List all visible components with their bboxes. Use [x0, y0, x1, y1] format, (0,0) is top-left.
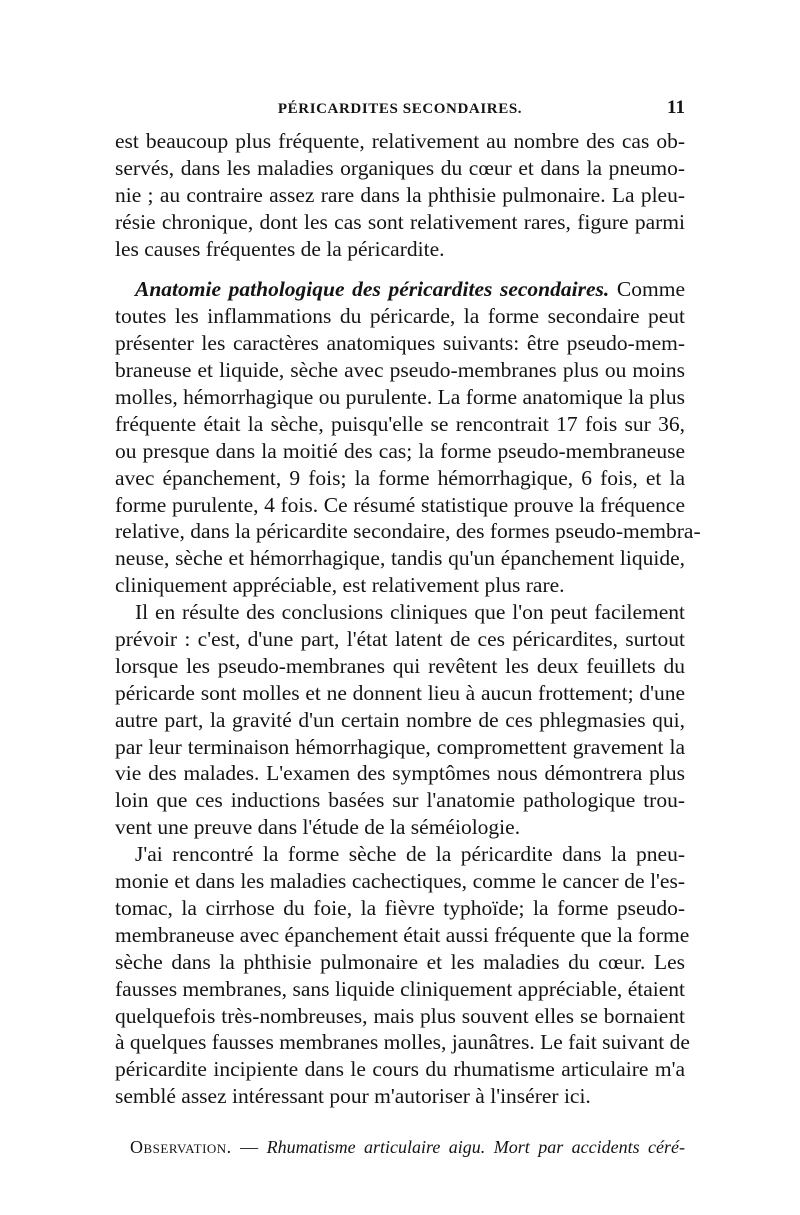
section-heading: Anatomie pathologique des péricardites secondaires. [135, 277, 610, 302]
text-line: fausses membranes, sans liquide cliniquement appréciable, étaient [115, 976, 685, 1001]
paragraph-4 [115, 841, 690, 1110]
observation-dash: — [240, 1137, 259, 1157]
text-line: forme purulente, 4 fois. Ce résumé statistique prouve la fréquence [115, 492, 685, 517]
text-line: présenter les caractères anatomiques suivants: être pseudo-mem- [115, 331, 685, 356]
text-line: résie chronique, dont les cas sont relativement rares, figure parmi [115, 209, 685, 234]
paragraph-1 [115, 128, 685, 262]
text-line: ou presque dans la moitié des cas; la forme pseudo-membraneuse [115, 438, 685, 463]
text-line: membraneuse avec épanchement était aussi fréquente que la forme [115, 922, 690, 947]
text-line: vent une preuve dans l'étude de la séméiologie. [115, 815, 521, 840]
text-line: braneuse et liquide, sèche avec pseudo-membranes plus ou moins [115, 358, 685, 383]
text-line: toutes les inflammations du péricarde, la forme secondaire peut [115, 304, 685, 329]
text-line: quelquefois très-nombreuses, mais plus souvent elles se bornaient [115, 1003, 685, 1028]
paragraph-2 [115, 276, 701, 599]
paragraph-3 [115, 599, 685, 841]
text-line: est beaucoup plus fréquente, relativement au nombre des cas ob- [115, 129, 685, 153]
text-line: les causes fréquentes de la péricardite. [115, 236, 445, 261]
text-line: autre part, la gravité d'un certain nombre de ces phlegmasies qui, [115, 707, 685, 732]
running-title: PÉRICARDITES SECONDAIRES. [277, 101, 523, 117]
observation-subtitle: Mort par accidents céré- [493, 1137, 686, 1157]
text-line: sèche dans la phthisie pulmonaire et les maladies du cœur. Les [115, 949, 685, 974]
text-line: vie des malades. L'examen des symptômes nous démontrera plus [115, 761, 685, 786]
observation-title: Rhumatisme articulaire aigu. [266, 1137, 486, 1157]
body-text [115, 128, 701, 1110]
heading-line-rest: Comme [616, 277, 686, 302]
text-line: molles, hémorrhagique ou purulente. La forme anatomique la plus [115, 385, 685, 410]
text-line: Il en résulte des conclusions cliniques que l'on peut facilement [135, 600, 685, 625]
text-line: prévoir : c'est, d'une part, l'état latent de ces péricardites, surtout [115, 627, 685, 652]
text-line: monie et dans les maladies cachectiques, comme le cancer de l'es- [115, 869, 685, 894]
text-line [115, 276, 685, 303]
text-line: lorsque les pseudo-membranes qui revêtent les deux feuillets du [115, 653, 685, 678]
text-line: servés, dans les maladies organiques du cœur et dans la pneumo- [115, 155, 685, 180]
text-line: cliniquement appréciable, est relativement plus rare. [115, 573, 565, 598]
text-line: J'ai rencontré la forme sèche de la péricardite dans la pneu- [135, 842, 685, 867]
text-line: semblé assez intéressant pour m'autoriser à l'insérer ici. [115, 1084, 591, 1109]
text-line: péricarde sont molles et ne donnent lieu à aucun frottement; d'une [115, 680, 685, 705]
text-line: avec épanchement, 9 fois; la forme hémorrhagique, 6 fois, et la [115, 465, 685, 490]
page-number: 11 [667, 97, 685, 118]
text-line: tomac, la cirrhose du foie, la fièvre typhoïde; la forme pseudo- [115, 895, 685, 920]
observation-heading [130, 1137, 685, 1158]
text-line: fréquente était la sèche, puisqu'elle se rencontrait 17 fois sur 36, [115, 411, 685, 436]
text-line: par leur terminaison hémorrhagique, compromettent gravement la [115, 734, 685, 759]
observation-label: Observation. [130, 1137, 232, 1157]
page-header [115, 95, 685, 125]
paragraph-spacer [115, 262, 685, 276]
text-line: relative, dans la péricardite secondaire, des formes pseudo-membra- [115, 519, 701, 544]
text-line: nie ; au contraire assez rare dans la phthisie pulmonaire. La pleu- [115, 182, 685, 207]
text-line: loin que ces inductions basées sur l'anatomie pathologique trou- [115, 788, 685, 813]
text-line: à quelques fausses membranes molles, jaunâtres. Le fait suivant de [115, 1030, 690, 1055]
text-line: péricardite incipiente dans le cours du rhumatisme articulaire m'a [115, 1057, 685, 1082]
text-line: neuse, sèche et hémorrhagique, tandis qu'un épanchement liquide, [115, 546, 685, 571]
